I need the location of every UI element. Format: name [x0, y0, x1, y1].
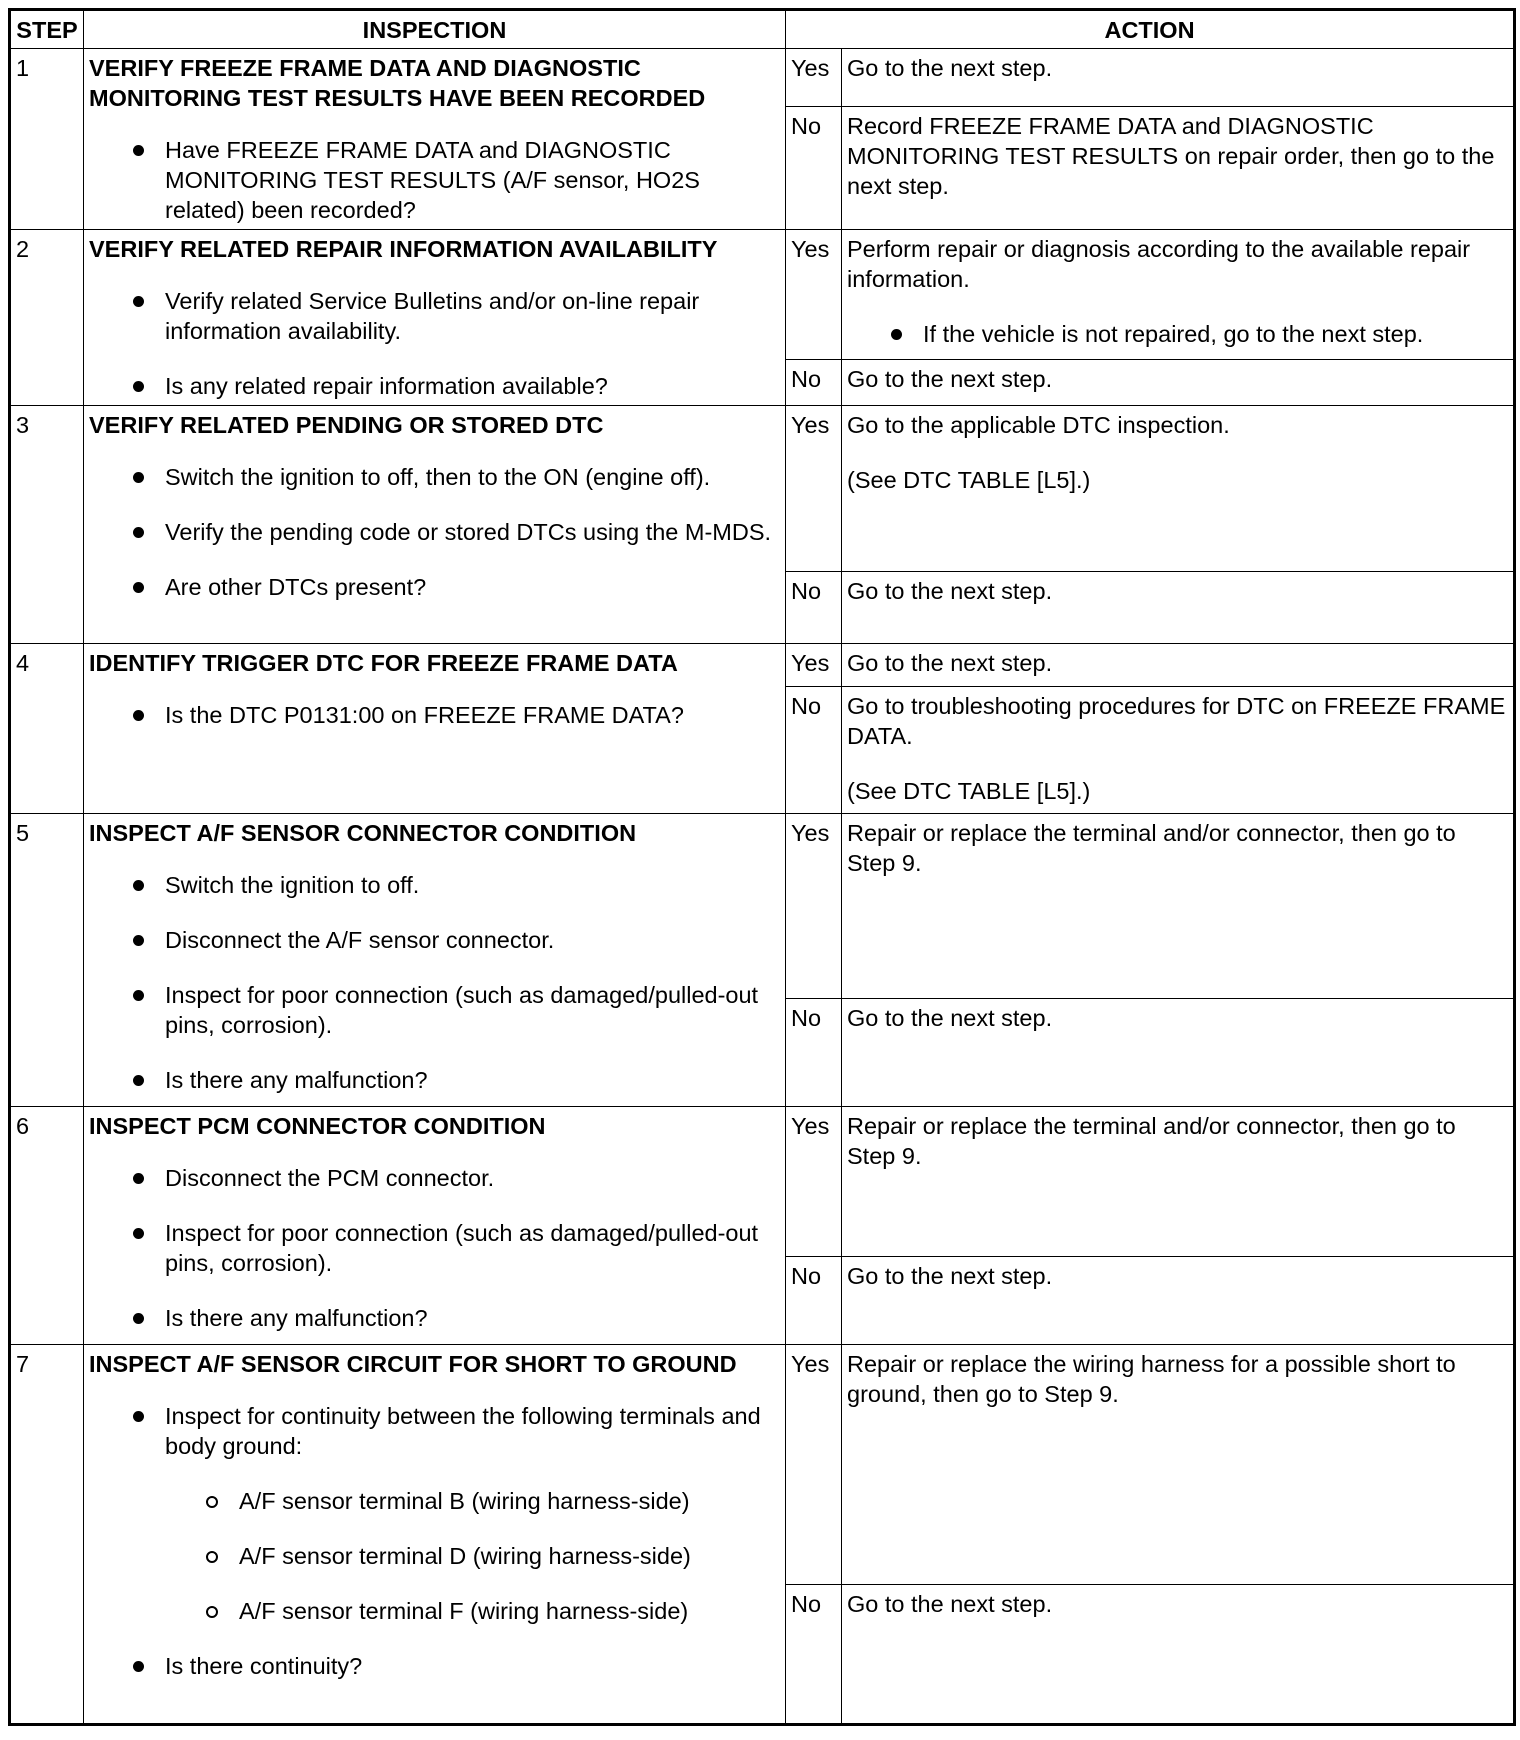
yes-action: Go to the next step. — [842, 644, 1515, 687]
terminal-item: A/F sensor terminal F (wiring harness-side) — [165, 1596, 780, 1626]
inspection-cell — [84, 814, 786, 1107]
inspection-item: Switch the ignition to off. — [89, 870, 780, 900]
step-row — [10, 49, 1515, 107]
bullet-icon — [133, 990, 144, 1001]
inspection-item: Inspect for poor connection (such as damaged/pulled-out pins, corrosion). — [89, 1218, 780, 1278]
inspection-item: Inspect for continuity between the following terminals and body ground: A/F sensor terminal B (wiring harness-side) A/F sensor terminal D (wiring harness-side) A/F sensor terminal F (wiring harness-side) — [89, 1401, 780, 1626]
circle-bullet-icon — [206, 1496, 218, 1508]
step-number: 4 — [10, 644, 84, 814]
inspection-item: Inspect for poor connection (such as damaged/pulled-out pins, corrosion). — [89, 980, 780, 1040]
inspection-title: IDENTIFY TRIGGER DTC FOR FREEZE FRAME DATA — [89, 650, 678, 676]
inspection-item: Disconnect the PCM connector. — [89, 1163, 780, 1193]
action-column-header: ACTION — [786, 10, 1515, 49]
diagnostic-procedure — [8, 8, 1513, 1726]
inspection-title: VERIFY FREEZE FRAME DATA AND DIAGNOSTIC MONITORING TEST RESULTS HAVE BEEN RECORDED — [89, 55, 706, 111]
inspection-list — [89, 286, 780, 401]
inspection-title: INSPECT PCM CONNECTOR CONDITION — [89, 1113, 546, 1139]
inspection-item: Is there continuity? — [89, 1651, 780, 1681]
inspection-cell — [84, 230, 786, 406]
bullet-icon — [133, 527, 144, 538]
inspection-item: Verify the pending code or stored DTCs using the M-MDS. — [89, 517, 780, 547]
bullet-icon — [891, 329, 902, 340]
terminal-item: A/F sensor terminal D (wiring harness-side) — [165, 1541, 780, 1571]
inspection-list — [89, 1163, 780, 1333]
inspection-list — [89, 462, 780, 602]
bullet-icon — [133, 710, 144, 721]
bullet-icon — [133, 1075, 144, 1086]
inspection-title: VERIFY RELATED REPAIR INFORMATION AVAILABILITY — [89, 236, 718, 262]
terminal-list — [165, 1486, 780, 1626]
step-column-header: STEP — [10, 10, 84, 49]
inspection-item: Is there any malfunction? — [89, 1303, 780, 1333]
yes-label: Yes — [786, 1345, 842, 1585]
inspection-item: Disconnect the A/F sensor connector. — [89, 925, 780, 955]
inspection-column-header: INSPECTION — [84, 10, 786, 49]
inspection-item: Verify related Service Bulletins and/or on-line repair information availability. — [89, 286, 780, 346]
no-action: Go to the next step. — [842, 1585, 1515, 1725]
step-row — [10, 1107, 1515, 1257]
step-number: 1 — [10, 49, 84, 230]
no-label: No — [786, 1257, 842, 1345]
no-label: No — [786, 687, 842, 814]
inspection-title: INSPECT A/F SENSOR CIRCUIT FOR SHORT TO GROUND — [89, 1351, 737, 1377]
yes-label: Yes — [786, 406, 842, 572]
yes-label: Yes — [786, 644, 842, 687]
inspection-list — [89, 1401, 780, 1681]
no-action: Go to the next step. — [842, 1257, 1515, 1345]
circle-bullet-icon — [206, 1606, 218, 1618]
inspection-cell — [84, 1107, 786, 1345]
bullet-icon — [133, 145, 144, 156]
step-number: 2 — [10, 230, 84, 406]
bullet-icon — [133, 472, 144, 483]
inspection-item: Is any related repair information available? — [89, 371, 780, 401]
step-number: 3 — [10, 406, 84, 644]
inspection-cell — [84, 49, 786, 230]
bullet-icon — [133, 381, 144, 392]
yes-action: Go to the next step. — [842, 49, 1515, 107]
inspection-title: VERIFY RELATED PENDING OR STORED DTC — [89, 412, 604, 438]
bullet-icon — [133, 1173, 144, 1184]
inspection-item: Have FREEZE FRAME DATA and DIAGNOSTIC MONITORING TEST RESULTS (A/F sensor, HO2S related) been recorded? — [89, 135, 780, 225]
yes-label: Yes — [786, 49, 842, 107]
no-label: No — [786, 1585, 842, 1725]
inspection-list — [89, 700, 780, 730]
bullet-icon — [133, 880, 144, 891]
inspection-cell — [84, 644, 786, 814]
bullet-icon — [133, 1661, 144, 1672]
bullet-icon — [133, 1411, 144, 1422]
inspection-cell — [84, 1345, 786, 1725]
no-label: No — [786, 999, 842, 1107]
no-label: No — [786, 106, 842, 229]
no-action: Go to the next step. — [842, 999, 1515, 1107]
yes-action: Repair or replace the terminal and/or connector, then go to Step 9. — [842, 1107, 1515, 1257]
inspection-list — [89, 870, 780, 1095]
yes-label: Yes — [786, 230, 842, 360]
inspection-item: Are other DTCs present? — [89, 572, 780, 602]
inspection-list — [89, 135, 780, 225]
inspection-item: Is the DTC P0131:00 on FREEZE FRAME DATA? — [89, 700, 780, 730]
step-row — [10, 406, 1515, 572]
action-list — [847, 319, 1508, 349]
bullet-icon — [133, 1228, 144, 1239]
yes-label: Yes — [786, 1107, 842, 1257]
step-row — [10, 644, 1515, 687]
no-action: Go to the next step. — [842, 359, 1515, 405]
action-item: If the vehicle is not repaired, go to the next step. — [847, 319, 1508, 349]
inspection-title: INSPECT A/F SENSOR CONNECTOR CONDITION — [89, 820, 637, 846]
yes-label: Yes — [786, 814, 842, 999]
step-number: 6 — [10, 1107, 84, 1345]
inspection-cell — [84, 406, 786, 644]
yes-action: Perform repair or diagnosis according to the available repair information. If the vehicle is not repaired, go to the next step. — [842, 230, 1515, 360]
bullet-icon — [133, 935, 144, 946]
step-row — [10, 230, 1515, 360]
terminal-item: A/F sensor terminal B (wiring harness-side) — [165, 1486, 780, 1516]
inspection-item: Is there any malfunction? — [89, 1065, 780, 1095]
step-row — [10, 1345, 1515, 1585]
yes-action: Go to the applicable DTC inspection. (See DTC TABLE [L5].) — [842, 406, 1515, 572]
diagnostic-table — [8, 8, 1516, 1726]
inspection-item: Switch the ignition to off, then to the ON (engine off). — [89, 462, 780, 492]
bullet-icon — [133, 1313, 144, 1324]
bullet-icon — [133, 296, 144, 307]
no-action: Go to troubleshooting procedures for DTC on FREEZE FRAME DATA. (See DTC TABLE [L5].) — [842, 687, 1515, 814]
yes-action: Repair or replace the wiring harness for a possible short to ground, then go to Step 9. — [842, 1345, 1515, 1585]
no-label: No — [786, 572, 842, 644]
no-label: No — [786, 359, 842, 405]
circle-bullet-icon — [206, 1551, 218, 1563]
header-row — [10, 10, 1515, 49]
bullet-icon — [133, 582, 144, 593]
step-row — [10, 814, 1515, 999]
step-number: 5 — [10, 814, 84, 1107]
step-number: 7 — [10, 1345, 84, 1725]
yes-action: Repair or replace the terminal and/or connector, then go to Step 9. — [842, 814, 1515, 999]
no-action: Go to the next step. — [842, 572, 1515, 644]
no-action: Record FREEZE FRAME DATA and DIAGNOSTIC MONITORING TEST RESULTS on repair order, then go to the next step. — [842, 106, 1515, 229]
